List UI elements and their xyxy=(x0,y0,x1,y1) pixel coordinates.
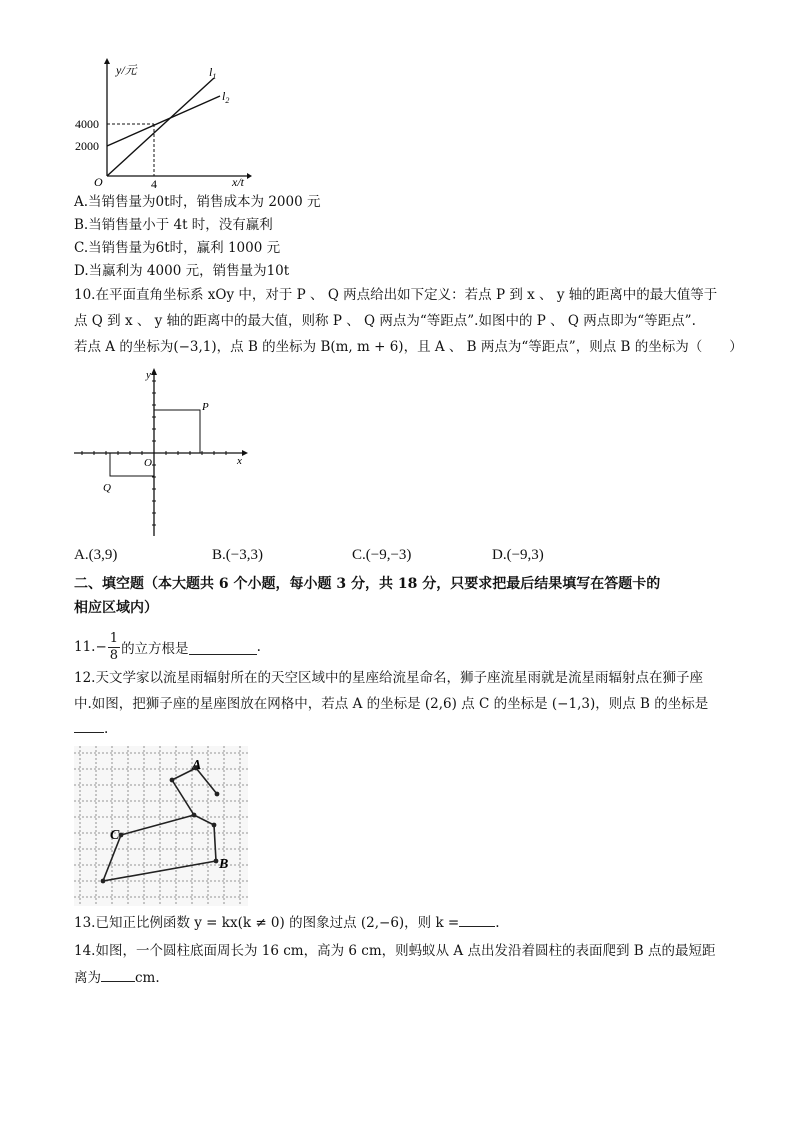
q10-origin: O xyxy=(144,457,152,469)
q11-fraction-denominator: 8 xyxy=(109,647,119,663)
q10-text-line2: 点 Q 到 x 、 y 轴的距离中的最大值，则称 P 、 Q 两点为“等距点”.如图中的 P 、 Q 两点即为“等距点”. xyxy=(74,313,696,329)
q12-point-b-label: B xyxy=(219,857,229,872)
q10-q-label: Q xyxy=(103,482,111,494)
q9-y-axis-label: y/元 xyxy=(116,63,137,77)
q9-option-b: B.当销售量小于 4t 时，没有赢利 xyxy=(74,217,273,233)
q9-l1-label: $l_1$ xyxy=(209,65,217,81)
q10-text-line1: 10.在平面直角坐标系 xOy 中，对于 P 、 Q 两点给出如下定义：若点 P 到 x 、 y 轴的距离中的最大值等于 xyxy=(74,287,718,303)
q12-constellation-grid xyxy=(74,746,248,906)
q11-suffix: 的立方根是 xyxy=(121,641,189,657)
q12-text-line3 xyxy=(74,718,108,739)
q9-y-tick-4000: 4000 xyxy=(75,117,99,131)
q11-text xyxy=(74,628,261,666)
q10-option-a: A.(3,9) xyxy=(74,547,118,563)
q10-option-b: B.(−3,3) xyxy=(212,547,263,563)
q9-x-axis-label: x/t xyxy=(232,175,244,188)
q9-cost-revenue-graph xyxy=(72,58,252,188)
q12-point-a-label: A xyxy=(192,758,202,773)
q10-point-p-guides xyxy=(154,410,200,453)
q9-line-l2 xyxy=(107,96,220,146)
section2-heading-line1: 二、填空题（本大题共 6 个小题，每小题 3 分，共 18 分，只要求把最后结果填写在答题卡的 xyxy=(74,576,661,592)
q11-fraction-numerator: 1 xyxy=(109,630,119,646)
q12-answer-blank[interactable] xyxy=(74,718,104,733)
q10-coordinate-graph xyxy=(72,366,250,538)
q10-text-line3: 若点 A 的坐标为(−3,1)，点 B 的坐标为 B(m, m + 6)，且 A 、 B 两点为“等距点”，则点 B 的坐标为（ ） xyxy=(74,339,743,355)
q13-answer-blank[interactable] xyxy=(459,912,495,927)
q14-line2-prefix: 离为 xyxy=(74,970,101,986)
q11-end: . xyxy=(256,639,261,655)
q13-end: . xyxy=(495,915,500,931)
q12-text-line2: 中.如图，把狮子座的星座图放在网格中，若点 A 的坐标是 (2,6) 点 C 的坐标是 (−1,3)，则点 B 的坐标是 xyxy=(74,696,709,712)
q13-text xyxy=(74,912,500,933)
q9-x-tick-4: 4 xyxy=(151,177,157,188)
q10-x-label: x xyxy=(237,455,242,467)
section2-heading-line2: 相应区域内） xyxy=(74,600,158,616)
q14-text-line1: 14.如图，一个圆柱底面周长为 16 cm，高为 6 cm，则蚂蚁从 A 点出发沿着圆柱的表面爬到 B 点的最短距 xyxy=(74,943,716,959)
q9-option-d: D.当赢利为 4000 元，销售量为10t xyxy=(74,263,290,279)
q10-y-label: y xyxy=(146,369,151,381)
q11-fraction xyxy=(108,631,120,664)
q11-answer-blank[interactable] xyxy=(189,640,257,655)
q12-point-c-label: C xyxy=(110,828,120,843)
q12-end: . xyxy=(104,721,109,737)
q9-option-a: A.当销售量为0t时，销售成本为 2000 元 xyxy=(74,194,321,210)
q10-option-c: C.(−9,−3) xyxy=(352,547,412,563)
q14-line2-suffix: cm. xyxy=(135,970,160,986)
q9-l2-label: $l_2$ xyxy=(222,89,230,105)
q14-answer-blank[interactable] xyxy=(101,967,135,982)
q12-text-line1: 12.天文学家以流星雨辐射所在的天空区域中的星座给流星命名，狮子座流星雨就是流星雨辐射点在狮子座 xyxy=(74,670,703,686)
q10-p-label: P xyxy=(202,401,209,413)
q10-option-d: D.(−9,3) xyxy=(492,547,544,563)
q14-text-line2 xyxy=(74,967,160,988)
q11-prefix: 11.− xyxy=(74,639,107,655)
q9-origin: O xyxy=(94,175,103,188)
q9-y-tick-2000: 2000 xyxy=(75,139,99,153)
q9-line-l1 xyxy=(107,78,214,176)
q9-option-c: C.当销售量为6t时，赢利 1000 元 xyxy=(74,240,281,256)
q13-question: 13.已知正比例函数 y = kx(k ≠ 0) 的图象过点 (2,−6)，则 k = xyxy=(74,915,460,931)
